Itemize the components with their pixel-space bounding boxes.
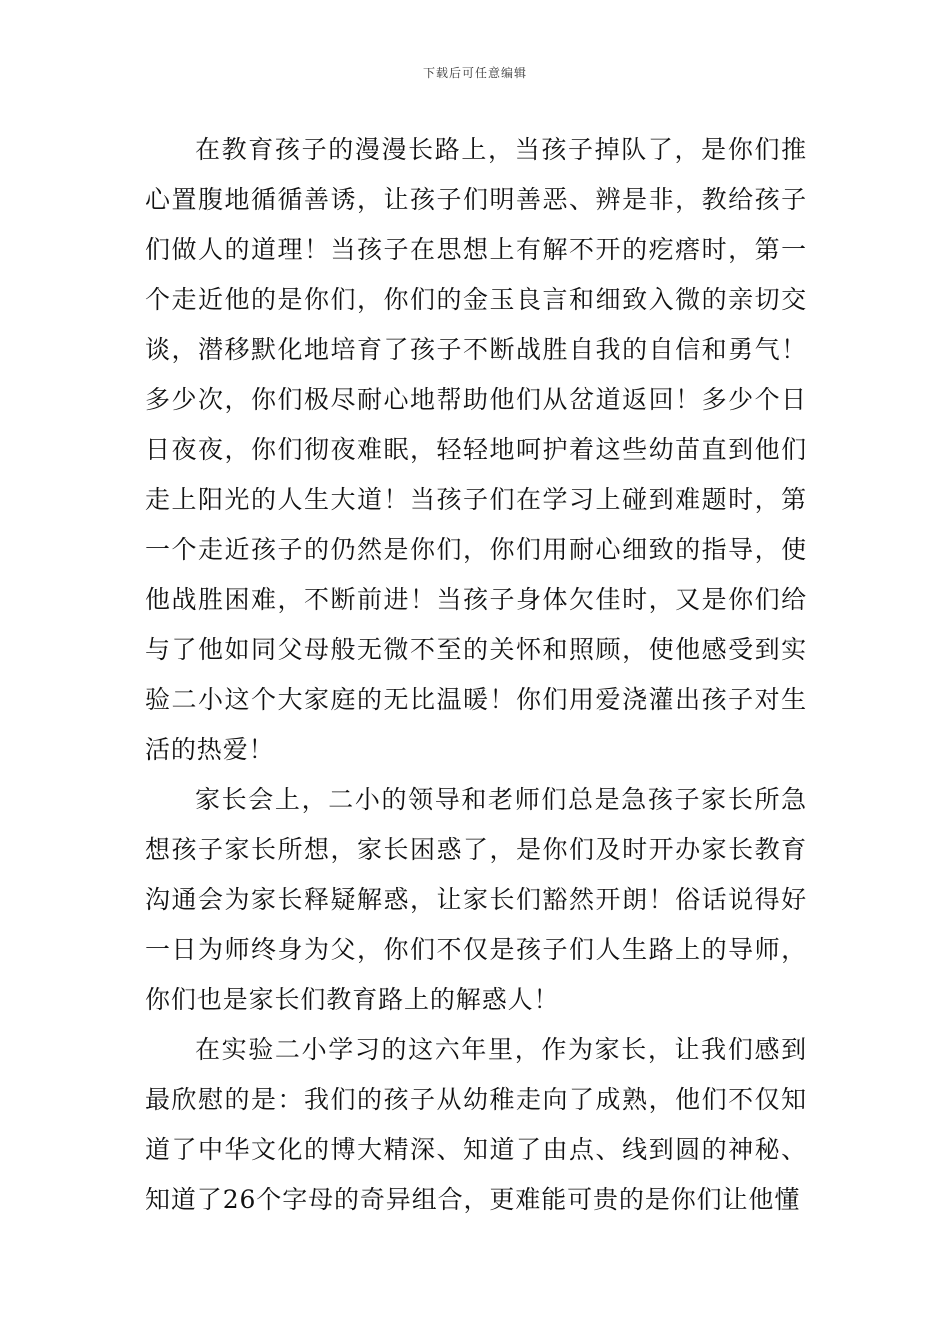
page-header-note: 下载后可任意编辑: [422, 66, 527, 80]
paragraph-3: 在实验二小学习的这六年里，作为家长，让我们感到最欣慰的是：我们的孩子从幼稚走向了成熟，他们不仅知道了中华文化的博大精深、知道了由点、线到圆的神秘、知道了26个字母的奇异组合，更难能可贵的是你们让他懂: [145, 1035, 807, 1214]
paragraph-2: 家长会上，二小的领导和老师们总是急孩子家长所急想孩子家长所想，家长困惑了，是你们及时开办家长教育沟通会为家长释疑解惑，让家长们豁然开朗！俗话说得好一日为师终身为父，你们不仅是孩子们人生路上的导师，你们也是家长们教育路上的解惑人！: [145, 785, 807, 1014]
document-body: [145, 125, 807, 1225]
paragraph-1: 在教育孩子的漫漫长路上，当孩子掉队了，是你们推心置腹地循循善诱，让孩子们明善恶、辨是非，教给孩子们做人的道理！当孩子在思想上有解不开的疙瘩时，第一个走近他的是你们，你们的金玉良言和细致入微的亲切交谈，潜移默化地培育了孩子不断战胜自我的自信和勇气！多少次，你们极尽耐心地帮助他们从岔道返回！多少个日日夜夜，你们彻夜难眠，轻轻地呵护着这些幼苗直到他们走上阳光的人生大道！当孩子们在学习上碰到难题时，第一个走近孩子的仍然是你们，你们用耐心细致的指导，使他战胜困难，不断前进！当孩子身体欠佳时，又是你们给与了他如同父母般无微不至的关怀和照顾，使他感受到实验二小这个大家庭的无比温暖！你们用爱浇灌出孩子对生活的热爱！: [145, 135, 807, 764]
